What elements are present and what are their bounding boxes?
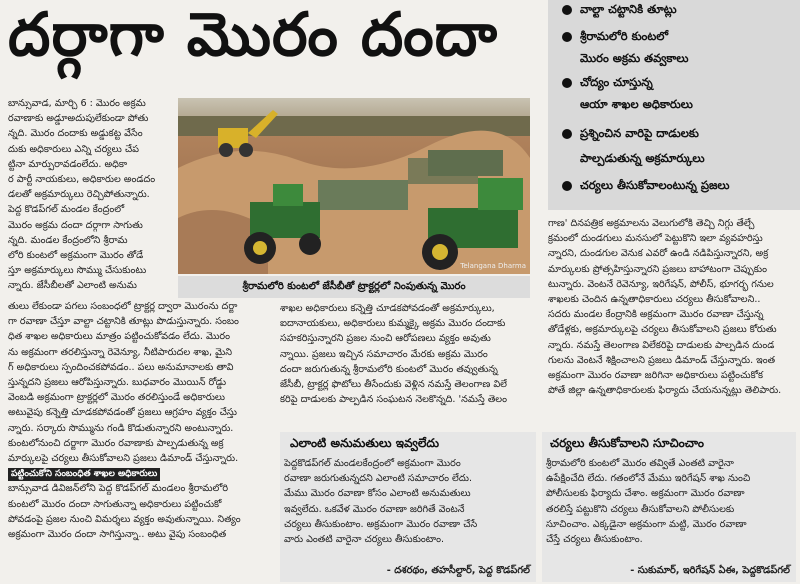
text-line: న్నారు. నమస్తే తెలంగాణ విలేకరిపై దాడులకు పాల్పడిన దుండ [548, 339, 775, 351]
text-line: తోడేళ్లకు, అక్రమార్కులపై చర్యలు తీసుకోవాలని ప్రజలు కోరుతు [548, 324, 777, 336]
text-line: రవాణా జరుగుతున్నదని ఎలాంటి సమాచారం లేదు. [284, 473, 473, 485]
text-line: శాఖలకు చెందిన ఉన్నతాధికారులు చర్యలు తీసుకోవాలని.. [548, 294, 761, 306]
bullet-icon [562, 32, 572, 42]
text-line: కుంటలోనుంచి దర్జాగా మొరం రవాణాకు పాల్పడుతున్న అక్ర [8, 437, 224, 449]
quote-heading: చర్యలు తీసుకోవాలని సూచించాం [550, 436, 704, 450]
text-line: గులను వెంటనే శిక్షించాలని ప్రజలు డిమాండ్ చేస్తున్నారు. ఇంత [548, 354, 776, 366]
right-column [548, 216, 796, 430]
text-line: స్తూ అక్రమార్కులు సొమ్ము చేసుకుంటు [8, 265, 147, 277]
text-line: ర పార్టీ నాయకులు, అధికారుల అండదం [8, 174, 156, 186]
text-line: మొరం అక్రమ దందా దర్గాగా సాగుతు [8, 219, 143, 231]
text-line: శాఖల అధికారులు కన్నెత్తి చూడకపోవడంతో అక్రమార్కులు, [280, 303, 495, 314]
text-line: పోతే జిల్లా ఉన్నతాధికారులకు ఫిర్యాదు చేయనున్నట్లు తెలిపారు. [548, 385, 782, 397]
text-line: రవాణాకు అడ్డూఅదుపులేకుండా పోతు [8, 113, 149, 125]
text-line: చేస్తే చర్యలు తీసుకుంటాం. [546, 534, 643, 546]
text-line: పెద్ద కొడప్‌గల్ మండల కేంద్రంలో [8, 204, 125, 216]
text-line: టున్నారు. వెంటనే రెవెన్యూ, ఇరిగేషన్, పోలీస్, భూగర్భ గనుల [548, 278, 774, 290]
text-line: బాన్సువాడ డివిజన్‌లోని పెద్ద కొడప్‌గల్ మండలం శ్రీరామలోరి [8, 483, 229, 495]
quote-byline: - సుకుమార్, ఇరిగేషన్ ఏఈ, పెద్దకొడప్‌గల్ [630, 565, 790, 576]
text-line: గా రవాణా చేస్తూ వాల్టా చట్టానికి తూట్లు పొడుస్తున్నారు. సంబం [8, 316, 239, 328]
text-line: మార్కులకు ప్రోత్సహిస్తున్నారని ప్రజలు బాహాటంగా చెప్పుకుం [548, 263, 767, 275]
quote-box-tahsildar [280, 432, 536, 582]
text-line: పోవడంపై ప్రజల నుంచి విమర్శలు వ్యక్తం అవుతున్నాయి. నిత్యం [8, 513, 241, 525]
text-line: కుంటలో మొరం దందా సాగుతున్నా అధికారులు పట్టించుకో [8, 498, 222, 510]
highlight-item: మొరం అక్రమ తవ్వకాలు [580, 51, 689, 65]
highlights-sidebar [548, 0, 800, 210]
photo-caption: శ్రీరామలోరి కుంటలో జేసీబీతో ట్రాక్టర్లలో నింపుతున్న మొరం [178, 276, 530, 298]
text-line: తరలిస్తే పట్టుకొని చర్యలు తీసుకోవాలని పోలీసులకు [546, 503, 735, 515]
text-line: ఉపేక్షించేది లేదు. గతంలోనే మేము ఇరిగేషన్ శాఖ నుంచి [546, 473, 751, 485]
quote-heading: ఎలాంటి అనుమతులు ఇవ్వలేదు [290, 436, 439, 450]
section-subhead: పట్టించుకోని సంబంధిత శాఖల అధికారులు [8, 468, 160, 481]
text-line: దుకు అధికారులు ఎన్ని చర్యలు చేప [8, 143, 139, 155]
highlight-item: శ్రీరామలోరి కుంటలో [580, 29, 669, 43]
text-line: జేసీబీ, ట్రాక్టర్ల ఫొటోలు తీసేందుకు వెళ్లిన నమస్తే తెలంగాణ విలే [280, 379, 507, 391]
text-line: పోలీసులకు ఫిర్యాదు చేశాం. అక్రమంగా మొరం రవాణా [546, 488, 745, 500]
text-line: గాణ' దినపత్రిక అక్రమాలను వెలుగులోకి తెచ్చి నిగ్గు తేల్చే [548, 218, 755, 229]
text-line: ట్టినా మార్పురావడంలేదు. అధికా [8, 158, 128, 170]
text-line: న్నాయి. ప్రజలు ఇచ్చిన సమాచారం మేరకు అక్రమ మొరం [280, 348, 488, 360]
text-line: లోరి కుంటలో అక్రమంగా మొరం తోడే [8, 250, 144, 262]
quote-byline: - దశరథం, తహసీల్దార్, పెద్ద కొడప్‌గల్ [386, 565, 530, 576]
text-line: తులు లేకుండా పగలు సంబంధలో ట్రాక్టర్ల ద్వారా మొరంను దర్జా [8, 301, 238, 312]
text-line: శ్రీరామలోరి కుంటలో మొరం తవ్వితే ఎంతటి వారైనా [546, 458, 734, 469]
highlight-item: ఆయా శాఖల అధికారులు [580, 97, 693, 111]
article-photo [178, 98, 530, 274]
text-line: ధిత శాఖల అధికారులు మాత్రం పట్టించుకోవడం లేదు. మొరం [8, 331, 230, 343]
text-line: న్నారని, దుండగుల వెనుక ఎవరో ఉండి నడిపిస్తున్నారని, అక్ర [548, 248, 769, 260]
text-line: మేము మొరం రవాణా కోసం ఎలాంటి అనుమతులు [284, 488, 471, 500]
middle-column [280, 301, 532, 417]
highlight-item: ప్రశ్నించిన వారిపై దాడులకు [580, 126, 699, 140]
tractor-photo-illustration [178, 98, 530, 274]
left-column [8, 96, 174, 296]
highlight-item: పాల్పడుతున్న అక్రమార్కులు [580, 151, 705, 165]
text-line: న్నారు. సర్కారు సొమ్మును గండి కొడుతున్నారని అంటున్నారు. [8, 422, 234, 434]
bullet-icon [562, 5, 572, 15]
text-line: సూచించాం. ఎక్కడైనా అక్రమంగా మట్టి, మొరం రవాణా [546, 518, 747, 530]
text-line: న్నారు. జేసీబీలతో ఎలాంటి అనుమ [8, 280, 137, 292]
text-line: పెద్దకొడప్‌గల్ మండలకేంద్రంలో అక్రమంగా మొరం [284, 458, 461, 469]
text-line: గ్ అధికారులు స్పందించకపోవడం.. పలు అనుమానాలకు తావి [8, 361, 234, 373]
text-line: దందా జరుగుతున్న శ్రీరామలోరి కుంటలో మొరం తవ్వుతున్న [280, 363, 498, 375]
text-line: సహకరిస్తున్నారని ప్రజల నుంచి ఆరోపణలు వ్యక్తం అవుతు [280, 333, 491, 345]
text-line: స్తున్నదని ప్రజలు ఆరోపిస్తున్నారు. బుధవారం మొయిన్ రోడ్డు [8, 377, 227, 389]
text-line: బాన్సువాడ, మార్చి 6 : మొరం అక్రమ [8, 98, 146, 109]
text-line: క్రమంలో దుండగులు మనసులో పెట్టుకొని ఇలా వ్యవహరిస్తు [548, 233, 763, 245]
highlight-item: చర్యలు తీసుకోవాలంటున్న ప్రజలు [580, 178, 730, 192]
bullet-icon [562, 181, 572, 191]
bullet-icon [562, 129, 572, 139]
text-line: సదరు మండల కేంద్రానికి అక్రమంగా మొరం రవాణా చేస్తున్న [548, 309, 764, 321]
photo-watermark: Telangana Dharma [460, 262, 526, 270]
text-line: ను అక్రమంగా తరలిస్తున్నా రెవెన్యూ, నీటిపారుదల శాఖ, మైని [8, 346, 232, 358]
text-line: అక్రమంగా మొరం దందా సాగిస్తున్నా.. అటు వైపు సంబంధిత [8, 529, 227, 541]
quote-text [284, 456, 534, 552]
highlight-item: చోద్యం చూస్తున్న [580, 75, 653, 89]
main-column [8, 299, 274, 584]
text-line: అటువైపు కన్నెత్తి చూడకపోవడంతో ప్రజలు ఆగ్రహం వ్యక్తం చేస్తు [8, 407, 237, 419]
text-line: అక్రమంగా మొరం రవాణా జరిగినా అధికారులు పట్టించుకోక [548, 370, 764, 382]
text-line: వెంబడి అక్రమంగా ట్రాక్టర్లలో మొరం తరలిస్తుండే అధికారులు [8, 392, 226, 404]
quote-box-irrigation [542, 432, 796, 582]
text-line: న్నది. మండల కేంద్రంలోని శ్రీరామ [8, 234, 128, 246]
text-line: డలతో అక్రమార్కులు రెచ్చిపోతున్నారు. [8, 189, 150, 201]
bullet-icon [562, 78, 572, 88]
text-line: ఐదానాయకులు, అధికారులు కుమ్మక్కై అక్రమ మొరం దందాకు [280, 318, 506, 330]
text-line: వారు ఎంతటి వారైనా చర్యలు తీసుకుంటాం. [284, 534, 445, 546]
text-line: మార్కులపై చర్యలు తీసుకోవాలని ప్రజలు డిమాండ్ చేస్తున్నారు. [8, 453, 239, 465]
text-line: చర్యలు తీసుకుంటాం. అక్రమంగా మొరం రవాణా చేసే [284, 518, 478, 530]
quote-text [546, 456, 792, 552]
text-line: న్నది. మొరం దందాకు అడ్డుకట్ట వేసేం [8, 128, 143, 140]
highlight-item: వాల్టా చట్టానికి తూట్లు [580, 2, 677, 16]
text-line: కరిపై దాడులకు పాల్పడిన సంఘటన నెలకొన్నది. 'నమస్తే తెలం [280, 394, 507, 406]
headline: దర్గాగా మొరం దందా [8, 0, 499, 70]
text-line: ఇవ్వలేదు. ఒకవేళ మొరం రవాణా జరిగితే వెంటనే [284, 503, 465, 515]
